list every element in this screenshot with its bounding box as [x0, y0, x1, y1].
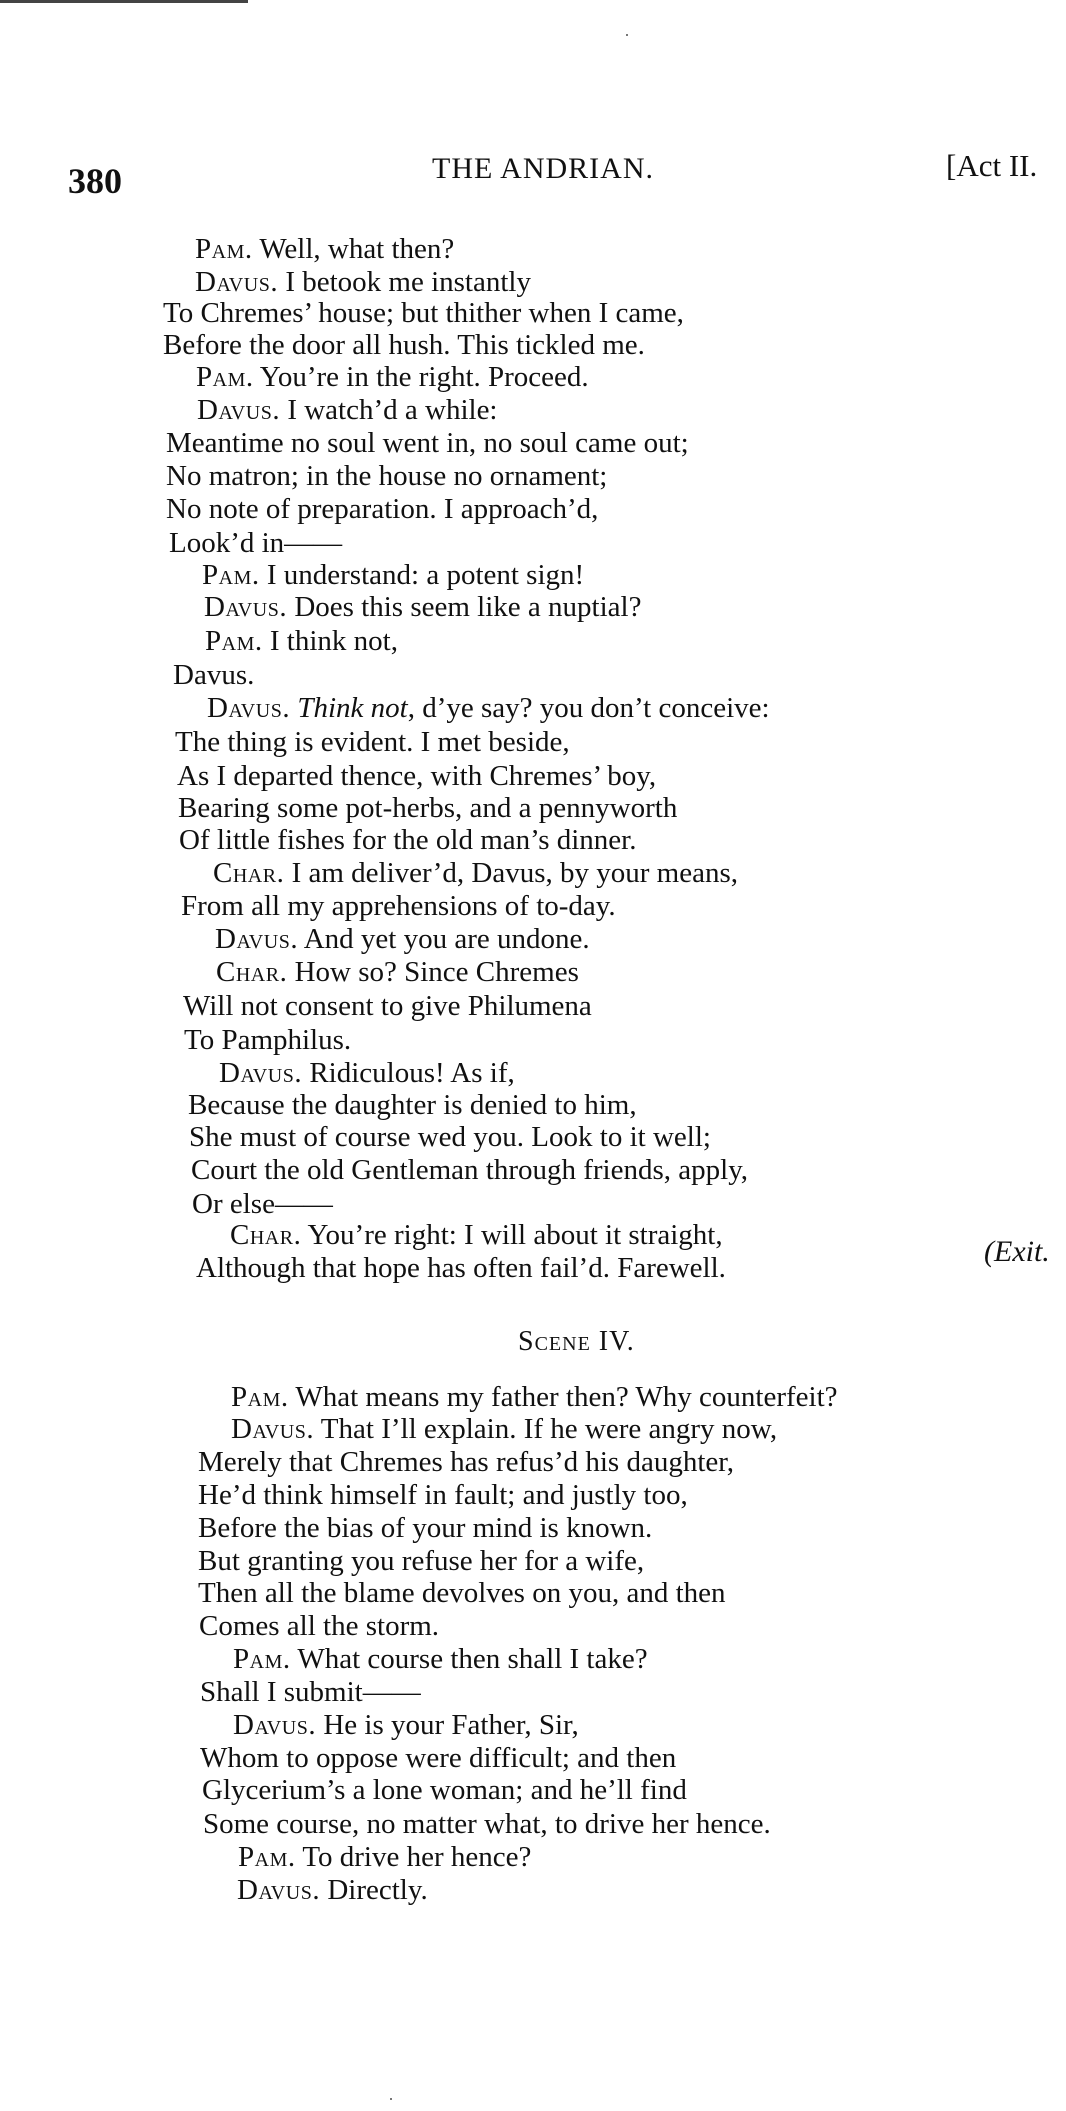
- line-text: The thing is evident. I met beside,: [175, 726, 570, 758]
- speaker-name: Pam.: [238, 1841, 296, 1873]
- line-text: But granting you refuse her for a wife,: [198, 1545, 645, 1577]
- line-text: Look’d in——: [169, 527, 343, 559]
- line-text: Court the old Gentleman through friends, apply,: [191, 1154, 749, 1186]
- speaker-name: Davus.: [233, 1709, 317, 1741]
- text-line: [233, 1708, 579, 1742]
- text-line: [202, 558, 584, 592]
- line-text-italic: Think not: [297, 692, 408, 724]
- text-line: [189, 1120, 711, 1154]
- speaker-name: Char.: [230, 1219, 302, 1251]
- speaker-name: Davus.: [207, 692, 291, 724]
- text-line: [231, 1412, 777, 1446]
- speaker-name: Davus.: [237, 1874, 321, 1906]
- text-line: [204, 590, 641, 624]
- text-line: [196, 1251, 726, 1285]
- text-line: [163, 296, 684, 330]
- line-text: What course then shall I take?: [290, 1643, 648, 1675]
- running-title: THE ANDRIAN.: [432, 152, 654, 185]
- line-text: I watch’d a while:: [280, 394, 498, 426]
- stage-direction: (Exit.: [984, 1235, 1050, 1268]
- speaker-name: Davus.: [219, 1057, 303, 1089]
- text-line: [215, 922, 590, 956]
- speaker-name: Davus.: [197, 394, 281, 426]
- speaker-name: Davus.: [195, 266, 279, 298]
- text-line: [207, 691, 770, 725]
- line-text: Will not consent to give Philumena: [183, 990, 592, 1022]
- text-line: [191, 1153, 748, 1187]
- speaker-name: Davus.: [215, 923, 299, 955]
- line-text: No matron; in the house no ornament;: [166, 460, 608, 492]
- speaker-name: Char.: [213, 857, 285, 889]
- text-line: [198, 1544, 644, 1578]
- line-text: Although that hope has often fail’d. Farewell.: [196, 1252, 726, 1284]
- line-text: Ridiculous! As if,: [302, 1057, 515, 1089]
- line-text: Before the door all hush. This tickled me.: [163, 329, 645, 361]
- line-text: Before the bias of your mind is known.: [198, 1512, 653, 1544]
- line-text: What means my father then? Why counterfeit?: [288, 1381, 838, 1413]
- text-line: [181, 889, 616, 923]
- line-text: He is your Father, Sir,: [316, 1709, 579, 1741]
- text-line: [192, 1187, 333, 1221]
- speaker-name: Pam.: [231, 1381, 289, 1413]
- text-line: [179, 823, 636, 857]
- line-text: Then all the blame devolves on you, and then: [198, 1577, 726, 1609]
- line-text: Of little fishes for the old man’s dinner.: [179, 824, 637, 856]
- line-text: You’re right: I will about it straight,: [301, 1219, 723, 1251]
- text-line: [219, 1056, 515, 1090]
- line-text: Bearing some pot-herbs, and a pennyworth: [178, 792, 678, 824]
- text-line: [198, 1576, 726, 1610]
- text-line: [173, 658, 254, 692]
- top-rule: [0, 0, 248, 3]
- text-line: [175, 725, 570, 759]
- line-text: I understand: a potent sign!: [259, 559, 585, 591]
- line-text: Because the daughter is denied to him,: [188, 1089, 637, 1121]
- text-line: [230, 1218, 723, 1252]
- line-text: As I departed thence, with Chremes’ boy,: [177, 760, 657, 792]
- text-line: [163, 328, 645, 362]
- scene-heading: Scene IV.: [518, 1326, 635, 1357]
- speaker-name: Pam.: [205, 625, 263, 657]
- line-text: And yet you are undone.: [298, 923, 590, 955]
- text-line: [195, 232, 454, 266]
- text-line: [198, 1511, 652, 1545]
- speaker-name: Pam.: [196, 361, 254, 393]
- line-text: That I’ll explain. If he were angry now,: [314, 1413, 778, 1445]
- text-line: [199, 1609, 439, 1643]
- speaker-name: Char.: [216, 956, 288, 988]
- text-line: [166, 426, 689, 460]
- line-text: Directly.: [320, 1874, 428, 1906]
- line-text: To Chremes’ house; but thither when I came,: [163, 297, 684, 329]
- line-text: Does this seem like a nuptial?: [287, 591, 642, 623]
- print-speck: [626, 34, 628, 36]
- line-text: He’d think himself in fault; and justly too,: [198, 1479, 688, 1511]
- line-text: I betook me instantly: [278, 266, 531, 298]
- line-text: Well, what then?: [252, 233, 455, 265]
- text-line: [238, 1840, 531, 1874]
- speaker-name: Pam.: [202, 559, 260, 591]
- line-text: Comes all the storm.: [199, 1610, 440, 1642]
- text-line: [166, 492, 598, 526]
- text-line: [169, 526, 342, 560]
- text-line: [177, 759, 656, 793]
- text-line: [216, 955, 579, 989]
- line-text: She must of course wed you. Look to it well;: [189, 1121, 711, 1153]
- line-text: , d’ye say? you don’t conceive:: [407, 692, 770, 724]
- line-text: To drive her hence?: [295, 1841, 532, 1873]
- line-text: To Pamphilus.: [184, 1024, 352, 1056]
- page-header: [0, 148, 1066, 201]
- text-line: [198, 1445, 734, 1479]
- text-line: [237, 1873, 428, 1907]
- line-text: Davus.: [173, 659, 255, 691]
- print-speck: [390, 2098, 392, 2100]
- line-text: Some course, no matter what, to drive her hence.: [203, 1808, 771, 1840]
- text-line: [205, 624, 398, 658]
- act-marker: [Act II.: [946, 148, 1038, 183]
- text-line: [200, 1741, 676, 1775]
- text-line: [197, 393, 498, 427]
- text-line: [183, 989, 592, 1023]
- line-text: Or else——: [192, 1188, 333, 1220]
- speaker-name: Pam.: [195, 233, 253, 265]
- line-text: I am deliver’d, Davus, by your means,: [284, 857, 739, 889]
- speaker-name: Davus.: [204, 591, 288, 623]
- line-text: From all my apprehensions of to-day.: [181, 890, 616, 922]
- speaker-name: Davus.: [231, 1413, 315, 1445]
- text-line: [184, 1023, 351, 1057]
- text-line: [196, 360, 589, 394]
- text-line: [231, 1380, 838, 1414]
- page-number: 380: [68, 161, 122, 201]
- text-line: [188, 1088, 637, 1122]
- line-text: Shall I submit——: [200, 1676, 421, 1708]
- text-line: [198, 1478, 688, 1512]
- line-text: You’re in the right. Proceed.: [253, 361, 589, 393]
- text-line: [166, 459, 607, 493]
- text-line: [202, 1773, 687, 1807]
- line-text: Whom to oppose were difficult; and then: [200, 1742, 677, 1774]
- line-text: I think not,: [262, 625, 398, 657]
- speaker-name: Pam.: [233, 1643, 291, 1675]
- line-text: Glycerium’s a lone woman; and he’ll find: [202, 1774, 687, 1806]
- line-text: How so? Since Chremes: [287, 956, 579, 988]
- text-line: [200, 1675, 421, 1709]
- line-text: No note of preparation. I approach’d,: [166, 493, 599, 525]
- text-line: [213, 856, 738, 890]
- text-line: [203, 1807, 771, 1841]
- line-text: Meantime no soul went in, no soul came out;: [166, 427, 689, 459]
- text-line: [195, 265, 531, 299]
- line-text: Merely that Chremes has refus’d his daughter,: [198, 1446, 734, 1478]
- text-line: [178, 791, 677, 825]
- text-line: [233, 1642, 648, 1676]
